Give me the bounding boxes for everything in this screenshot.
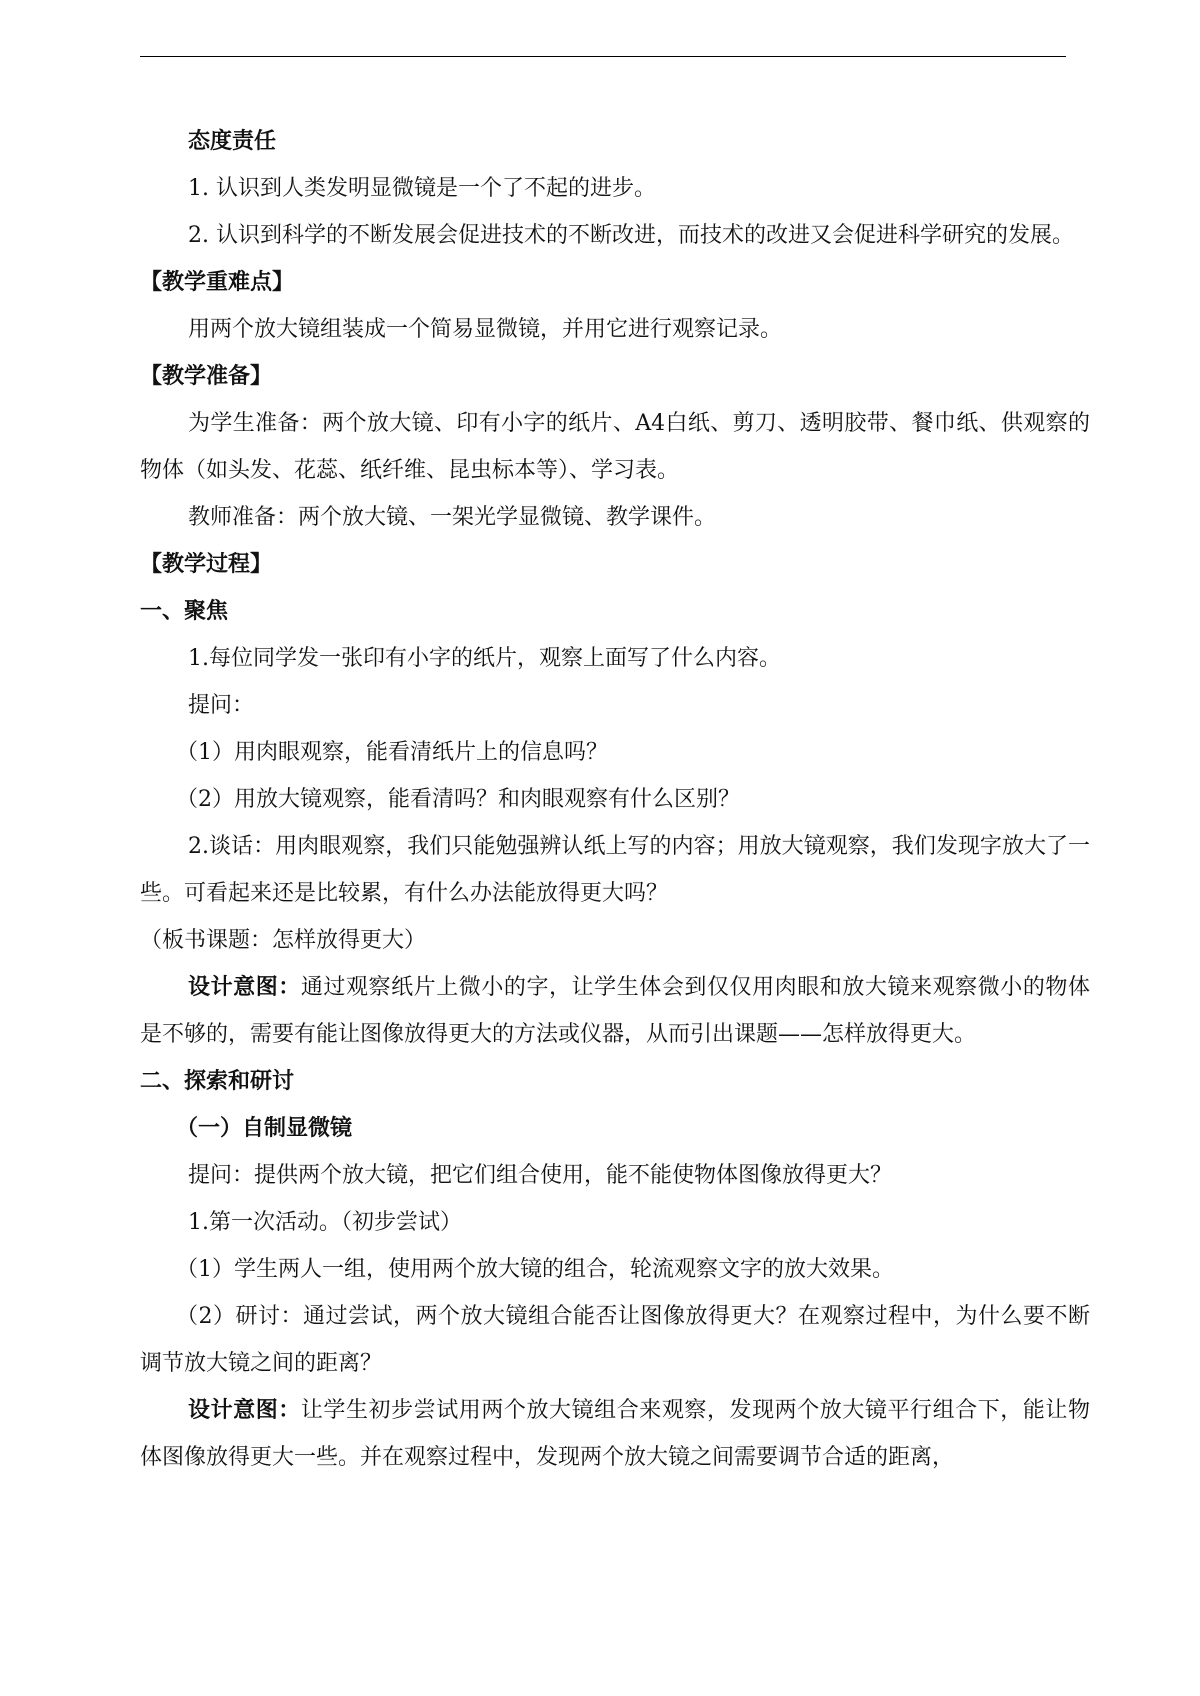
part1-heading: 一、聚焦 bbox=[140, 599, 229, 624]
attitude-item-2: 2. 认识到科学的不断发展会促进技术的不断改进，而技术的改进又会促进科学研究的发展。 bbox=[188, 223, 1074, 248]
part2-heading: 二、探索和研讨 bbox=[140, 1069, 295, 1094]
part1-board-title: （板书课题：怎样放得更大） bbox=[140, 928, 427, 953]
attitude-item-1: 1. 认识到人类发明显微镜是一个了不起的进步。 bbox=[188, 176, 656, 201]
design-intent-text: 通过观察纸片上微小的字，让学生体会到仅仅用肉眼和放大镜来观察微小的物体是不够的，需要有能让图像放得更大的方法或仪器，从而引出课题——怎样放得更大。 bbox=[140, 975, 1090, 1047]
part1-question-2: （2）用放大镜观察，能看清吗？和肉眼观察有什么区别？ bbox=[176, 787, 740, 812]
design-intent-label: 设计意图： bbox=[188, 1398, 301, 1423]
preparation-teacher: 教师准备：两个放大镜、一架光学显微镜、教学课件。 bbox=[188, 505, 717, 530]
part2-activity1: 1.第一次活动。（初步尝试） bbox=[188, 1210, 462, 1235]
attitude-heading: 态度责任 bbox=[188, 129, 277, 154]
part1-step2: 2.谈话：用肉眼观察，我们只能勉强辨认纸上写的内容；用放大镜观察，我们发现字放大了一些。可看起来还是比较累，有什么办法能放得更大吗？ bbox=[140, 834, 1090, 906]
part2-sub1-heading: （一）自制显微镜 bbox=[176, 1116, 353, 1141]
key-points-heading: 【教学重难点】 bbox=[140, 270, 295, 295]
part2-question: 提问：提供两个放大镜，把它们组合使用，能不能使物体图像放得更大？ bbox=[188, 1163, 893, 1188]
document-body bbox=[140, 118, 1090, 1481]
part2-activity1-item1: （1）学生两人一组，使用两个放大镜的组合，轮流观察文字的放大效果。 bbox=[176, 1257, 894, 1282]
part1-design-intent bbox=[140, 964, 1090, 1058]
part2-activity1-item2: （2）研讨：通过尝试，两个放大镜组合能否让图像放得更大？在观察过程中，为什么要不断调节放大镜之间的距离？ bbox=[140, 1304, 1090, 1376]
key-points-text: 用两个放大镜组装成一个简易显微镜，并用它进行观察记录。 bbox=[188, 317, 783, 342]
part1-question-1: （1）用肉眼观察，能看清纸片上的信息吗？ bbox=[176, 740, 608, 765]
preparation-heading: 【教学准备】 bbox=[140, 364, 273, 389]
design-intent-label: 设计意图： bbox=[188, 975, 301, 1000]
header-rule bbox=[140, 56, 1066, 57]
part2-design-intent bbox=[140, 1387, 1090, 1481]
part1-step1: 1.每位同学发一张印有小字的纸片，观察上面写了什么内容。 bbox=[188, 646, 781, 671]
design-intent-text: 让学生初步尝试用两个放大镜组合来观察，发现两个放大镜平行组合下，能让物体图像放得更大一些。并在观察过程中，发现两个放大镜之间需要调节合适的距离， bbox=[140, 1398, 1090, 1470]
preparation-student: 为学生准备：两个放大镜、印有小字的纸片、A4白纸、剪刀、透明胶带、餐巾纸、供观察的物体（如头发、花蕊、纸纤维、昆虫标本等）、学习表。 bbox=[140, 411, 1090, 483]
part1-question-label: 提问： bbox=[188, 693, 255, 718]
process-heading: 【教学过程】 bbox=[140, 552, 273, 577]
